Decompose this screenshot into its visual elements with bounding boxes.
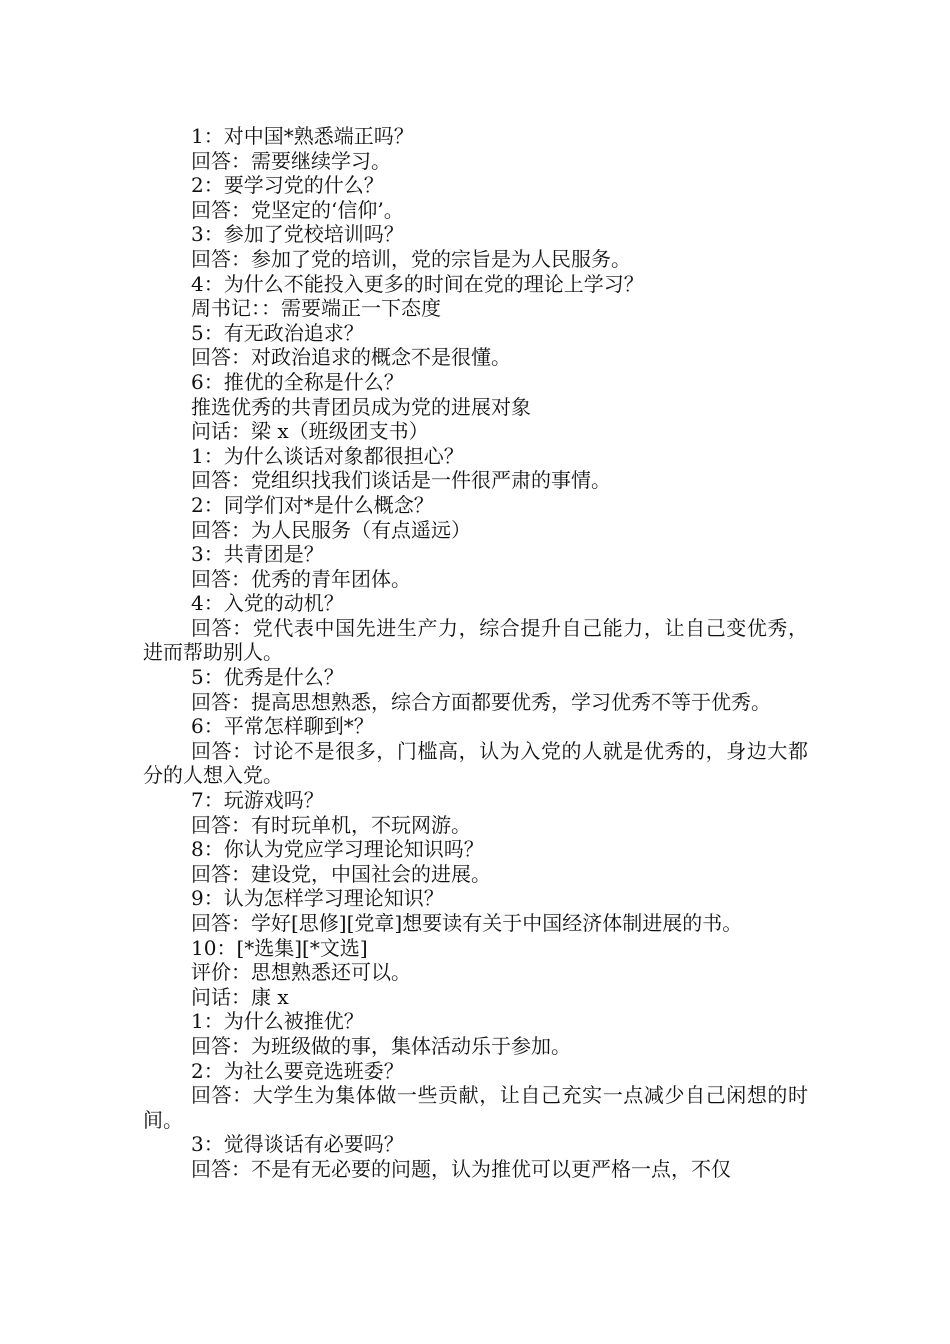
text-line: 回答：参加了党的培训，党的宗旨是为人民服务。 [191, 246, 631, 271]
text-line: 2：同学们对*是什么概念？ [191, 492, 434, 517]
text-line: 6：推优的全称是什么？ [191, 369, 404, 394]
text-line: 6：平常怎样聊到*？ [191, 714, 374, 739]
text-paragraph: 回答：党代表中国先进生产力，综合提升自己能力，让自己变优秀，进而帮助别人。 [143, 615, 808, 665]
text-line: 4：为什么不能投入更多的时间在党的理论上学习？ [191, 271, 644, 296]
text-line: 5：有无政治追求？ [191, 320, 364, 345]
text-line: 回答：对政治追求的概念不是很懂。 [191, 345, 511, 370]
text-line: 推选优秀的共青团员成为党的进展对象 [191, 394, 531, 419]
text-paragraph: 回答：讨论不是很多，门槛高，认为入党的人就是优秀的，身边大都分的人想入党。 [143, 738, 808, 788]
text-line: 2：要学习党的什么？ [191, 173, 384, 198]
text-line: 问话：梁 x（班级团支书） [191, 419, 429, 444]
text-line: 10：[*选集][*文选] [191, 935, 368, 960]
text-line: 1：对中国*熟悉端正吗？ [191, 124, 414, 148]
text-line: 9：认为怎样学习理论知识？ [191, 886, 444, 911]
text-line: 3：共青团是？ [191, 542, 324, 567]
text-line: 评价：思想熟悉还可以。 [191, 960, 411, 985]
text-line: 回答：需要继续学习。 [191, 148, 391, 173]
text-line: 回答：为班级做的事，集体活动乐于参加。 [191, 1033, 571, 1058]
text-line: 回答：有时玩单机，不玩网游。 [191, 812, 471, 837]
text-line: 2：为社么要竞选班委？ [191, 1058, 404, 1083]
text-line: 周书记：：需要端正一下态度 [191, 296, 441, 321]
text-paragraph: 回答：提高思想熟悉，综合方面都要优秀，学习优秀不等于优秀。 [191, 689, 771, 714]
text-line: 回答：不是有无必要的问题，认为推优可以更严格一点，不仅 [191, 1156, 731, 1181]
text-line: 问话：康 x [191, 984, 289, 1009]
text-line: 4：入党的动机？ [191, 591, 344, 616]
text-line: 5：优秀是什么？ [191, 665, 344, 690]
text-line: 7：玩游戏吗？ [191, 788, 324, 813]
text-line: 8：你认为党应学习理论知识吗？ [191, 837, 484, 862]
text-line: 回答：学好[思修][党章]想要读有关于中国经济体制进展的书。 [191, 911, 743, 935]
text-line: 3：参加了党校培训吗？ [191, 222, 404, 247]
text-line: 回答：为人民服务（有点遥远） [191, 517, 471, 542]
text-line: 回答：建设党，中国社会的进展。 [191, 861, 491, 886]
text-line: 1：为什么被推优？ [191, 1009, 364, 1034]
text-line: 1：为什么谈话对象都很担心？ [191, 443, 464, 468]
text-line: 3：觉得谈话有必要吗？ [191, 1132, 404, 1157]
text-line: 回答：党组织找我们谈话是一件很严肃的事情。 [191, 468, 611, 493]
text-line: 回答：党坚定的‘信仰’。 [191, 197, 404, 222]
document-body [143, 124, 808, 1182]
text-paragraph: 回答：大学生为集体做一些贡献，让自己充实一点减少自己闲想的时间。 [143, 1083, 808, 1132]
text-line: 回答：优秀的青年团体。 [191, 566, 411, 591]
